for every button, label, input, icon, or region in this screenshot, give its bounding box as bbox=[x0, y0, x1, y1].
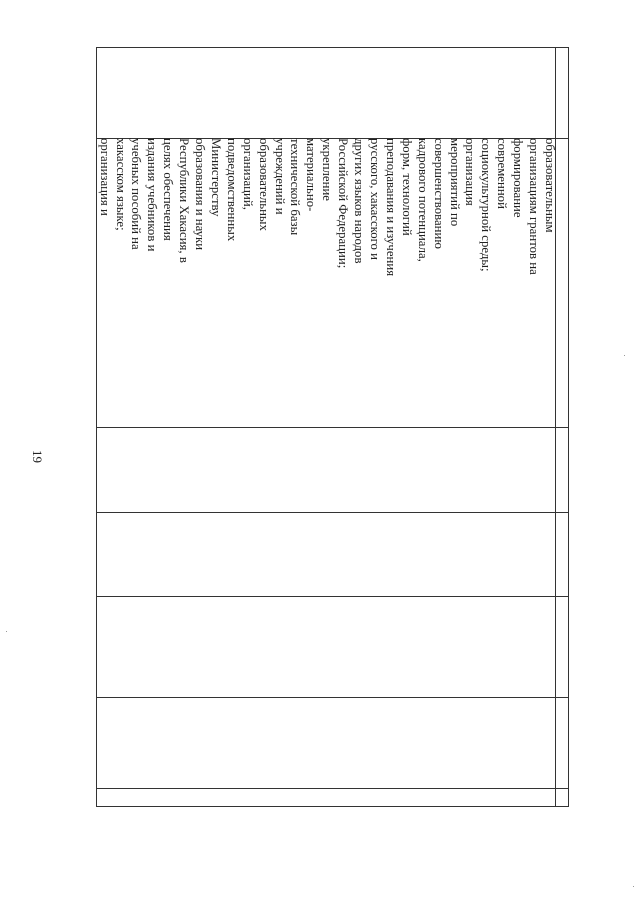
cell-line: других языков народов bbox=[352, 138, 367, 264]
cell-line: социокультурной среды; bbox=[479, 138, 494, 272]
cell-line: образовательных bbox=[256, 138, 271, 231]
table-row-divider bbox=[96, 427, 569, 428]
cell-line: преподавания и изучения bbox=[383, 138, 398, 277]
cell-line: Республики Хакасия, в bbox=[177, 138, 192, 263]
cell-line: целях обеспечения bbox=[161, 138, 176, 241]
cell-line: технической базы bbox=[288, 138, 303, 236]
cell-line: образовательным bbox=[543, 138, 557, 233]
table-row-divider bbox=[96, 697, 569, 698]
cell-line: Российской Федерации; bbox=[336, 138, 351, 269]
cell-line: укрепление bbox=[320, 138, 335, 201]
cell-line: хакасском языке; bbox=[113, 138, 128, 231]
cell-line: организациям грантов на bbox=[527, 138, 542, 275]
cell-line: русского, хакасского и bbox=[368, 138, 383, 260]
cell-line: мероприятий по bbox=[447, 138, 462, 227]
cell-line: материально- bbox=[304, 138, 319, 212]
cell-line: учебных пособий на bbox=[129, 138, 144, 250]
cell-line: совершенствованию bbox=[431, 138, 446, 249]
cell-line: современной bbox=[495, 138, 510, 209]
cell-line: образования и науки bbox=[193, 138, 208, 251]
table-row-divider bbox=[96, 788, 569, 789]
cell-line: организация bbox=[463, 138, 478, 206]
cell-line: Министерству bbox=[208, 138, 223, 217]
scan-speck bbox=[633, 886, 634, 887]
cell-line: формирование bbox=[511, 138, 526, 218]
table-row-divider bbox=[96, 596, 569, 597]
cell-line: учреждений и bbox=[272, 138, 287, 215]
cell-line: издания учебников и bbox=[145, 138, 160, 252]
page-number: 19 bbox=[30, 450, 45, 463]
cell-line: кадрового потенциала, bbox=[415, 138, 430, 262]
cell-line: форм, технологий bbox=[399, 138, 414, 236]
table-row-divider bbox=[96, 512, 569, 513]
table-cell-text bbox=[96, 138, 557, 276]
cell-line: подведомственных bbox=[224, 138, 239, 242]
cell-line: организаций, bbox=[240, 138, 255, 210]
scan-speck bbox=[6, 631, 7, 632]
scan-speck bbox=[624, 355, 625, 356]
cell-line: организация и bbox=[97, 138, 112, 216]
